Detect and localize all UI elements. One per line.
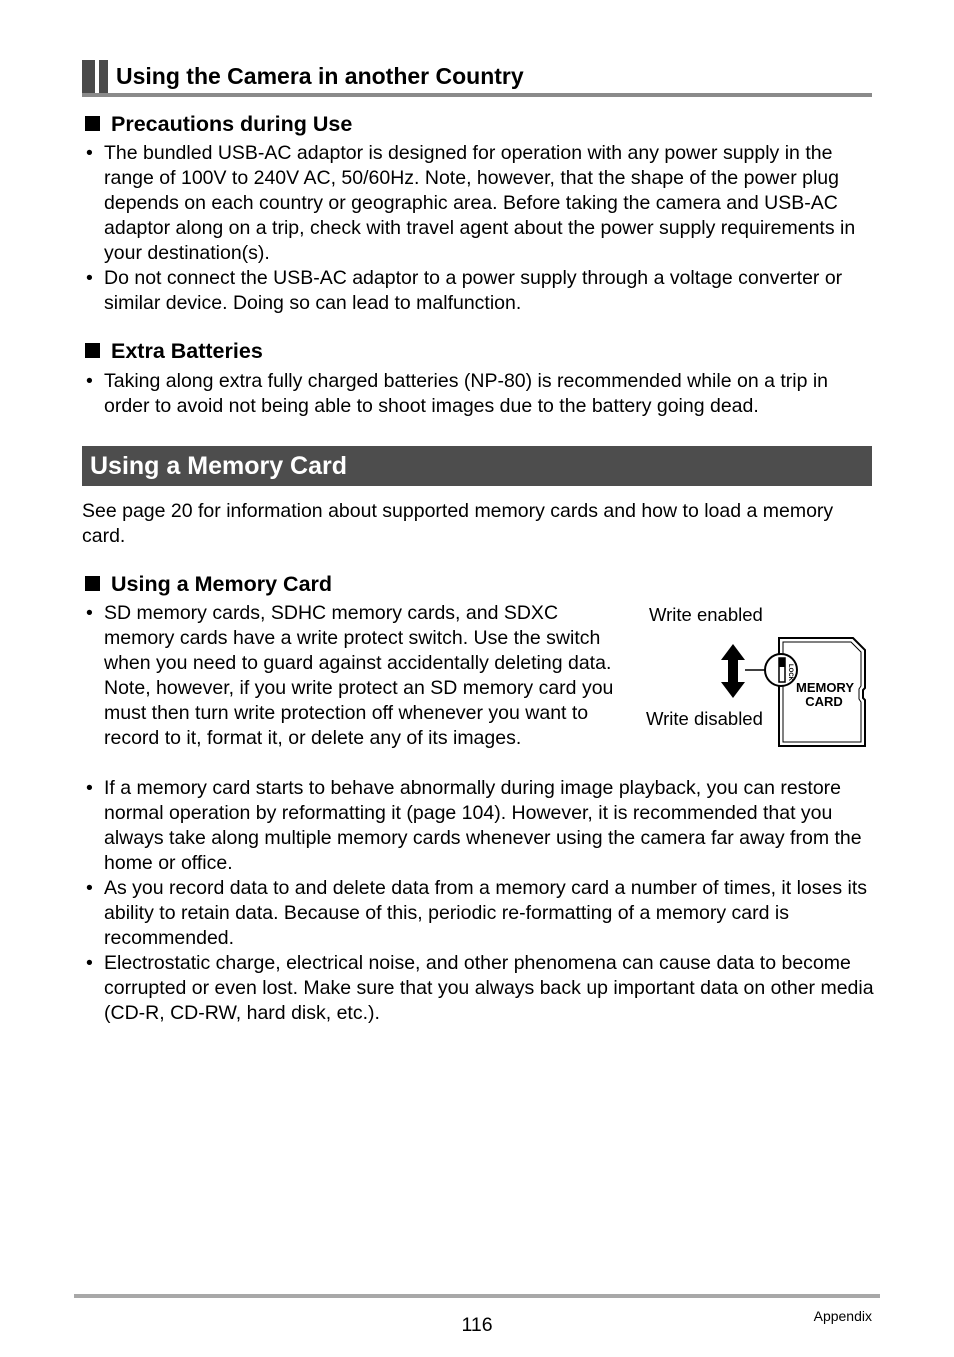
list-item: • As you record data to and delete data from a memory card a number of times, it loses its ability to retain data. Because of this, periodic re-formatting of a memory card is recommended. (82, 876, 877, 951)
subheading-using-memory-card: Using a Memory Card (82, 571, 332, 597)
memory-card-list (82, 776, 877, 1026)
section-title: Using a Memory Card (90, 452, 348, 480)
batteries-list (82, 369, 877, 419)
square-bullet-icon (85, 343, 100, 358)
memory-card-list-narrow (82, 601, 622, 751)
card-text-line2: CARD (805, 694, 843, 709)
list-item: • Do not connect the USB-AC adaptor to a power supply through a voltage converter or similar device. Doing so can lead to malfunction. (82, 266, 877, 316)
section-title: Using the Camera in another Country (116, 63, 524, 89)
card-text-line1: MEMORY (795, 680, 855, 695)
sd-card-figure (715, 628, 875, 753)
precautions-list (82, 141, 877, 316)
double-arrow-icon (721, 644, 745, 698)
list-item: • If a memory card starts to behave abnormally during image playback, you can restore normal operation by reformatting it (page 104). However, it is recommended that you always take along multiple memory cards whenever using the camera far away from the home or office. (82, 776, 877, 876)
square-bullet-icon (85, 116, 100, 131)
section-header-bar (99, 60, 108, 96)
footer-rule (74, 1294, 880, 1298)
write-enabled-label: Write enabled (649, 604, 763, 625)
sd-card-icon (765, 638, 865, 746)
section-banner (82, 446, 872, 486)
section-header-bar (82, 60, 95, 96)
subheading-precautions: Precautions during Use (82, 111, 352, 137)
write-disabled-label: Write disabled (646, 708, 763, 729)
footer-section-label: Appendix (813, 1308, 872, 1324)
lock-text: LOCK (787, 664, 793, 681)
list-item: • Electrostatic charge, electrical noise, and other phenomena can cause data to become corrupted or even lost. Make sure that you always back up important data on other media (CD-R, CD-RW, hard disk, etc.). (82, 951, 877, 1026)
intro-paragraph: See page 20 for information about supported memory cards and how to load a memory card. (82, 500, 834, 547)
list-item: • SD memory cards, SDHC memory cards, and SDXC memory cards have a write protect switch. Use the switch when you need to guard against accidentally deleting data. Note, however, if you write protect an SD memory card you must then turn write protection off whenever you want to record to it, format it, or delete any of its images. (82, 601, 622, 751)
list-item: • Taking along extra fully charged batteries (NP-80) is recommended while on a trip in order to avoid not being able to shoot images due to the battery going dead. (82, 369, 877, 419)
list-item: • The bundled USB-AC adaptor is designed for operation with any power supply in the range of 100V to 240V AC, 50/60Hz. Note, however, that the shape of the power plug depends on each country or geographic area. Before taking the camera and USB-AC adaptor along on a trip, check with travel agent about the power supply requirements in your destination(s). (82, 141, 877, 266)
subheading-extra-batteries: Extra Batteries (82, 338, 263, 364)
square-bullet-icon (85, 576, 100, 591)
page-number: 116 (461, 1314, 493, 1336)
section-rule (82, 93, 872, 97)
